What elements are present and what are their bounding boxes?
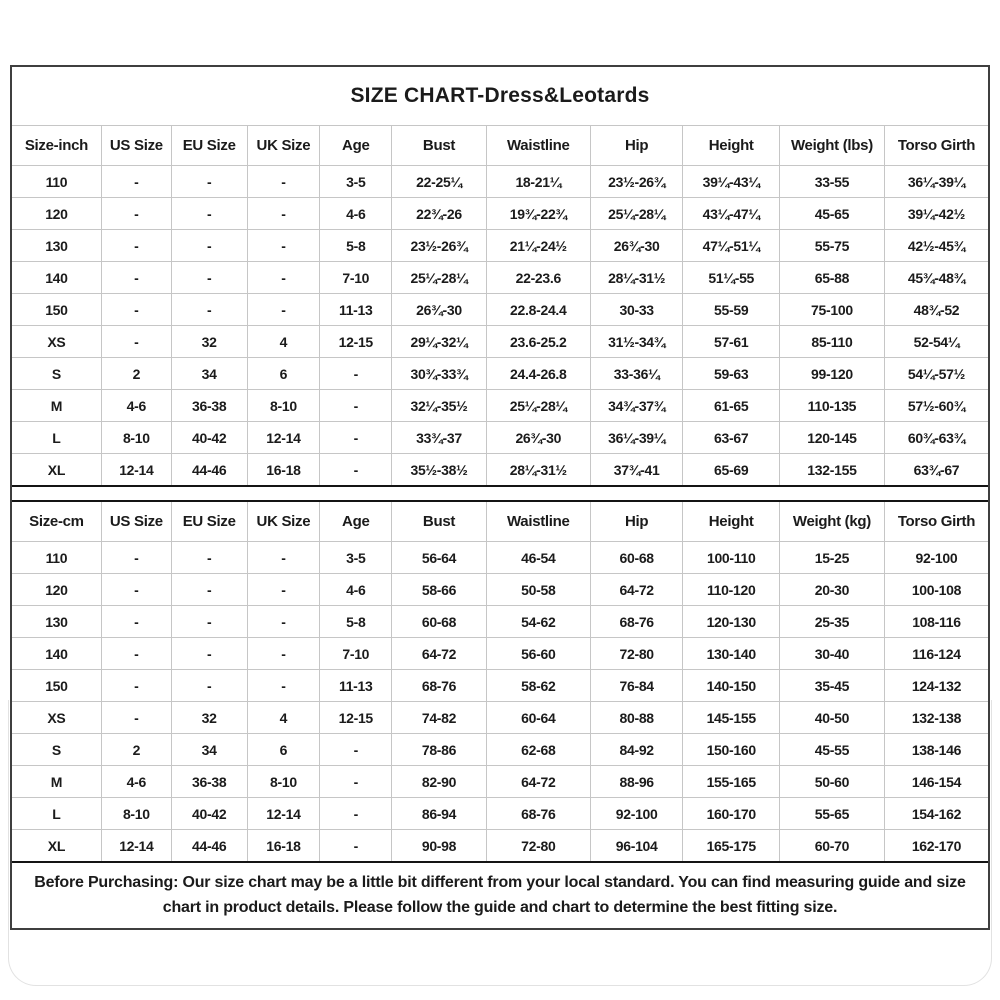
- value-cell: 92-100: [884, 542, 988, 574]
- table-row: [12, 422, 988, 454]
- value-cell: 140-150: [683, 670, 779, 702]
- value-cell: -: [101, 574, 171, 606]
- column-header: Size-cm: [12, 501, 101, 542]
- value-cell: -: [101, 230, 171, 262]
- value-cell: 4-6: [320, 198, 392, 230]
- value-cell: 12-15: [320, 326, 392, 358]
- value-cell: 39¼-43¼: [683, 166, 779, 198]
- value-cell: 120-130: [683, 606, 779, 638]
- value-cell: 90-98: [392, 830, 487, 863]
- value-cell: 6: [247, 358, 320, 390]
- value-cell: 12-15: [320, 702, 392, 734]
- value-cell: -: [247, 670, 320, 702]
- value-cell: -: [320, 734, 392, 766]
- value-cell: 3-5: [320, 166, 392, 198]
- value-cell: 132-138: [884, 702, 988, 734]
- size-label-cell: L: [12, 422, 101, 454]
- value-cell: 88-96: [590, 766, 683, 798]
- value-cell: 18-21¼: [486, 166, 590, 198]
- value-cell: -: [171, 166, 247, 198]
- value-cell: 78-86: [392, 734, 487, 766]
- table-row: [12, 670, 988, 702]
- value-cell: -: [247, 230, 320, 262]
- value-cell: 3-5: [320, 542, 392, 574]
- value-cell: -: [171, 542, 247, 574]
- value-cell: 63¾-67: [884, 454, 988, 487]
- value-cell: -: [247, 638, 320, 670]
- value-cell: -: [101, 262, 171, 294]
- size-label-cell: XS: [12, 702, 101, 734]
- table-row: [12, 358, 988, 390]
- value-cell: 4-6: [101, 766, 171, 798]
- value-cell: 85-110: [779, 326, 884, 358]
- column-header: Weight (lbs): [779, 126, 884, 166]
- value-cell: 30¾-33¾: [392, 358, 487, 390]
- column-header: Hip: [590, 501, 683, 542]
- value-cell: 32: [171, 326, 247, 358]
- value-cell: 124-132: [884, 670, 988, 702]
- value-cell: 68-76: [590, 606, 683, 638]
- column-header: Hip: [590, 126, 683, 166]
- value-cell: -: [101, 638, 171, 670]
- value-cell: 155-165: [683, 766, 779, 798]
- value-cell: 2: [101, 734, 171, 766]
- value-cell: 72-80: [590, 638, 683, 670]
- value-cell: 7-10: [320, 638, 392, 670]
- table-row: [12, 198, 988, 230]
- value-cell: 54-62: [486, 606, 590, 638]
- value-cell: 24.4-26.8: [486, 358, 590, 390]
- value-cell: 37¾-41: [590, 454, 683, 487]
- value-cell: 5-8: [320, 230, 392, 262]
- value-cell: 110-135: [779, 390, 884, 422]
- column-header: Waistline: [486, 126, 590, 166]
- value-cell: 25¼-28¼: [392, 262, 487, 294]
- value-cell: 82-90: [392, 766, 487, 798]
- value-cell: 36-38: [171, 390, 247, 422]
- table-row: [12, 798, 988, 830]
- value-cell: 44-46: [171, 830, 247, 863]
- value-cell: 8-10: [247, 766, 320, 798]
- table-row: [12, 574, 988, 606]
- column-header: EU Size: [171, 501, 247, 542]
- value-cell: 64-72: [486, 766, 590, 798]
- value-cell: 64-72: [392, 638, 487, 670]
- value-cell: 34: [171, 358, 247, 390]
- table-row: [12, 830, 988, 863]
- value-cell: 54¼-57½: [884, 358, 988, 390]
- value-cell: 46-54: [486, 542, 590, 574]
- value-cell: 33¾-37: [392, 422, 487, 454]
- value-cell: 56-64: [392, 542, 487, 574]
- value-cell: -: [171, 198, 247, 230]
- value-cell: 48¾-52: [884, 294, 988, 326]
- table-row: [12, 638, 988, 670]
- value-cell: 40-42: [171, 798, 247, 830]
- value-cell: 25¼-28¼: [486, 390, 590, 422]
- purchase-note: Before Purchasing: Our size chart may be a little bit different from your local standard. You can find measuring guide and size chart in product details. Please follow the guide and chart to determine the best fitting size.: [34, 873, 966, 916]
- size-label-cell: XS: [12, 326, 101, 358]
- column-header: US Size: [101, 126, 171, 166]
- value-cell: 4-6: [101, 390, 171, 422]
- column-header: US Size: [101, 501, 171, 542]
- value-cell: 22-23.6: [486, 262, 590, 294]
- value-cell: 92-100: [590, 798, 683, 830]
- size-label-cell: S: [12, 734, 101, 766]
- size-label-cell: 140: [12, 638, 101, 670]
- value-cell: -: [171, 574, 247, 606]
- value-cell: 12-14: [247, 798, 320, 830]
- column-header: Bust: [392, 126, 487, 166]
- column-header: Age: [320, 126, 392, 166]
- value-cell: 52-54¼: [884, 326, 988, 358]
- value-cell: 34: [171, 734, 247, 766]
- value-cell: -: [247, 166, 320, 198]
- value-cell: 72-80: [486, 830, 590, 863]
- value-cell: 58-62: [486, 670, 590, 702]
- value-cell: 22¾-26: [392, 198, 487, 230]
- value-cell: 100-108: [884, 574, 988, 606]
- column-header: Size-inch: [12, 126, 101, 166]
- value-cell: -: [247, 542, 320, 574]
- value-cell: -: [320, 830, 392, 863]
- value-cell: 28¼-31½: [590, 262, 683, 294]
- value-cell: 20-30: [779, 574, 884, 606]
- table-row: [12, 606, 988, 638]
- value-cell: -: [320, 766, 392, 798]
- table-row: [12, 262, 988, 294]
- value-cell: 42½-45¾: [884, 230, 988, 262]
- value-cell: 35-45: [779, 670, 884, 702]
- value-cell: 120-145: [779, 422, 884, 454]
- value-cell: 15-25: [779, 542, 884, 574]
- column-header: Age: [320, 501, 392, 542]
- value-cell: 146-154: [884, 766, 988, 798]
- value-cell: 2: [101, 358, 171, 390]
- value-cell: 31½-34¾: [590, 326, 683, 358]
- value-cell: 40-42: [171, 422, 247, 454]
- value-cell: 58-66: [392, 574, 487, 606]
- value-cell: 132-155: [779, 454, 884, 487]
- value-cell: -: [101, 166, 171, 198]
- value-cell: -: [320, 390, 392, 422]
- size-label-cell: 140: [12, 262, 101, 294]
- value-cell: -: [101, 702, 171, 734]
- value-cell: 40-50: [779, 702, 884, 734]
- size-label-cell: 110: [12, 542, 101, 574]
- value-cell: 56-60: [486, 638, 590, 670]
- value-cell: -: [101, 294, 171, 326]
- value-cell: -: [171, 638, 247, 670]
- chart-title: SIZE CHART-Dress&Leotards: [12, 67, 988, 126]
- size-label-cell: M: [12, 766, 101, 798]
- value-cell: 96-104: [590, 830, 683, 863]
- value-cell: 68-76: [486, 798, 590, 830]
- column-header: Waistline: [486, 501, 590, 542]
- table-row: [12, 734, 988, 766]
- column-header: EU Size: [171, 126, 247, 166]
- value-cell: 32¼-35½: [392, 390, 487, 422]
- value-cell: 16-18: [247, 830, 320, 863]
- value-cell: -: [247, 574, 320, 606]
- table-gap: [12, 487, 988, 500]
- value-cell: 25¼-28¼: [590, 198, 683, 230]
- value-cell: 138-146: [884, 734, 988, 766]
- table-row: [12, 390, 988, 422]
- purchase-note-section: [12, 863, 988, 928]
- value-cell: 16-18: [247, 454, 320, 487]
- column-header: UK Size: [247, 501, 320, 542]
- value-cell: 6: [247, 734, 320, 766]
- value-cell: 8-10: [247, 390, 320, 422]
- value-cell: 62-68: [486, 734, 590, 766]
- value-cell: -: [247, 262, 320, 294]
- value-cell: -: [101, 326, 171, 358]
- value-cell: 26¾-30: [590, 230, 683, 262]
- value-cell: 35½-38½: [392, 454, 487, 487]
- value-cell: -: [171, 230, 247, 262]
- value-cell: 23.6-25.2: [486, 326, 590, 358]
- size-label-cell: S: [12, 358, 101, 390]
- value-cell: 74-82: [392, 702, 487, 734]
- value-cell: 68-76: [392, 670, 487, 702]
- value-cell: 100-110: [683, 542, 779, 574]
- column-header: UK Size: [247, 126, 320, 166]
- table-row: [12, 702, 988, 734]
- value-cell: 30-33: [590, 294, 683, 326]
- value-cell: 36¼-39¼: [590, 422, 683, 454]
- value-cell: -: [171, 262, 247, 294]
- value-cell: 116-124: [884, 638, 988, 670]
- value-cell: 12-14: [101, 454, 171, 487]
- value-cell: 84-92: [590, 734, 683, 766]
- value-cell: 45¾-48¾: [884, 262, 988, 294]
- value-cell: 26¾-30: [392, 294, 487, 326]
- value-cell: 165-175: [683, 830, 779, 863]
- value-cell: 36-38: [171, 766, 247, 798]
- value-cell: -: [171, 670, 247, 702]
- value-cell: 4: [247, 326, 320, 358]
- value-cell: 8-10: [101, 798, 171, 830]
- value-cell: 32: [171, 702, 247, 734]
- value-cell: 55-59: [683, 294, 779, 326]
- table-row: [12, 542, 988, 574]
- value-cell: 60¾-63¾: [884, 422, 988, 454]
- value-cell: 64-72: [590, 574, 683, 606]
- header-row: [12, 501, 988, 542]
- value-cell: 76-84: [590, 670, 683, 702]
- value-cell: 30-40: [779, 638, 884, 670]
- value-cell: 4-6: [320, 574, 392, 606]
- value-cell: -: [101, 198, 171, 230]
- value-cell: 22-25¼: [392, 166, 487, 198]
- value-cell: -: [247, 294, 320, 326]
- value-cell: 57-61: [683, 326, 779, 358]
- value-cell: 55-75: [779, 230, 884, 262]
- size-label-cell: 120: [12, 198, 101, 230]
- value-cell: 145-155: [683, 702, 779, 734]
- value-cell: 60-68: [590, 542, 683, 574]
- value-cell: 4: [247, 702, 320, 734]
- value-cell: 47¼-51¼: [683, 230, 779, 262]
- value-cell: 51¼-55: [683, 262, 779, 294]
- value-cell: 5-8: [320, 606, 392, 638]
- column-header: Weight (kg): [779, 501, 884, 542]
- value-cell: 12-14: [101, 830, 171, 863]
- value-cell: 22.8-24.4: [486, 294, 590, 326]
- value-cell: -: [247, 198, 320, 230]
- value-cell: -: [171, 606, 247, 638]
- value-cell: 25-35: [779, 606, 884, 638]
- value-cell: 45-65: [779, 198, 884, 230]
- value-cell: -: [320, 422, 392, 454]
- column-header: Height: [683, 126, 779, 166]
- value-cell: 86-94: [392, 798, 487, 830]
- value-cell: -: [320, 454, 392, 487]
- value-cell: 160-170: [683, 798, 779, 830]
- value-cell: 11-13: [320, 670, 392, 702]
- value-cell: 150-160: [683, 734, 779, 766]
- value-cell: 75-100: [779, 294, 884, 326]
- value-cell: 65-88: [779, 262, 884, 294]
- value-cell: 28¼-31½: [486, 454, 590, 487]
- table-row: [12, 766, 988, 798]
- value-cell: 33-55: [779, 166, 884, 198]
- value-cell: 60-68: [392, 606, 487, 638]
- value-cell: 50-60: [779, 766, 884, 798]
- value-cell: 61-65: [683, 390, 779, 422]
- value-cell: 21¼-24½: [486, 230, 590, 262]
- value-cell: 45-55: [779, 734, 884, 766]
- value-cell: 39¼-42½: [884, 198, 988, 230]
- column-header: Height: [683, 501, 779, 542]
- size-label-cell: XL: [12, 830, 101, 863]
- value-cell: 43¼-47¼: [683, 198, 779, 230]
- value-cell: 19¾-22¾: [486, 198, 590, 230]
- value-cell: 63-67: [683, 422, 779, 454]
- value-cell: -: [101, 606, 171, 638]
- table-row: [12, 326, 988, 358]
- value-cell: -: [247, 606, 320, 638]
- column-header: Torso Girth: [884, 126, 988, 166]
- value-cell: 12-14: [247, 422, 320, 454]
- value-cell: 26¾-30: [486, 422, 590, 454]
- size-table-inch: [12, 126, 988, 487]
- value-cell: 29¼-32¼: [392, 326, 487, 358]
- size-label-cell: 130: [12, 230, 101, 262]
- value-cell: 130-140: [683, 638, 779, 670]
- column-header: Bust: [392, 501, 487, 542]
- value-cell: 162-170: [884, 830, 988, 863]
- header-row: [12, 126, 988, 166]
- table-row: [12, 454, 988, 487]
- value-cell: 55-65: [779, 798, 884, 830]
- size-label-cell: 110: [12, 166, 101, 198]
- table-row: [12, 294, 988, 326]
- value-cell: -: [320, 798, 392, 830]
- value-cell: -: [171, 294, 247, 326]
- value-cell: 11-13: [320, 294, 392, 326]
- table-row: [12, 230, 988, 262]
- value-cell: -: [101, 542, 171, 574]
- value-cell: 57½-60¾: [884, 390, 988, 422]
- value-cell: 7-10: [320, 262, 392, 294]
- value-cell: 23½-26¾: [392, 230, 487, 262]
- value-cell: -: [101, 670, 171, 702]
- size-label-cell: M: [12, 390, 101, 422]
- value-cell: 99-120: [779, 358, 884, 390]
- value-cell: -: [320, 358, 392, 390]
- value-cell: 33-36¼: [590, 358, 683, 390]
- value-cell: 60-70: [779, 830, 884, 863]
- size-table-cm: [12, 500, 988, 863]
- value-cell: 65-69: [683, 454, 779, 487]
- value-cell: 44-46: [171, 454, 247, 487]
- size-label-cell: 120: [12, 574, 101, 606]
- size-label-cell: 150: [12, 670, 101, 702]
- value-cell: 80-88: [590, 702, 683, 734]
- value-cell: 8-10: [101, 422, 171, 454]
- value-cell: 154-162: [884, 798, 988, 830]
- value-cell: 59-63: [683, 358, 779, 390]
- table-row: [12, 166, 988, 198]
- size-chart-panel: [10, 65, 990, 930]
- size-label-cell: 130: [12, 606, 101, 638]
- value-cell: 60-64: [486, 702, 590, 734]
- value-cell: 50-58: [486, 574, 590, 606]
- value-cell: 110-120: [683, 574, 779, 606]
- size-label-cell: XL: [12, 454, 101, 487]
- value-cell: 36¼-39¼: [884, 166, 988, 198]
- size-label-cell: 150: [12, 294, 101, 326]
- size-label-cell: L: [12, 798, 101, 830]
- value-cell: 23½-26¾: [590, 166, 683, 198]
- column-header: Torso Girth: [884, 501, 988, 542]
- value-cell: 34¾-37¾: [590, 390, 683, 422]
- value-cell: 108-116: [884, 606, 988, 638]
